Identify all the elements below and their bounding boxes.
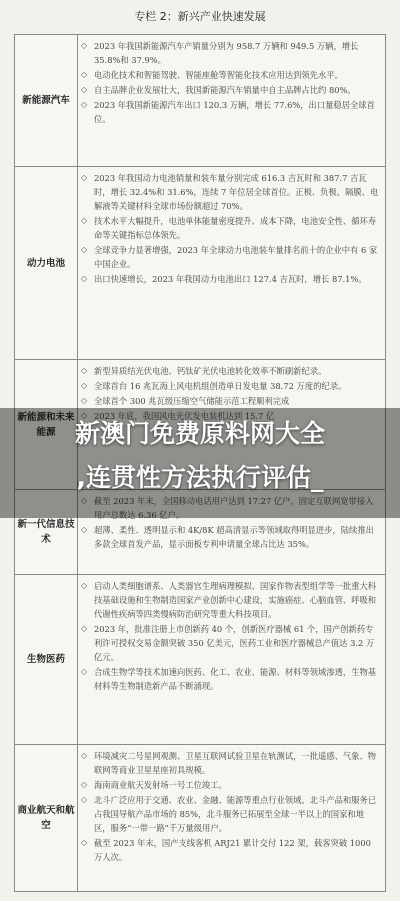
row-category: 新能源和未来能源 xyxy=(15,360,78,489)
item-text: 2023 年我国新能源汽车产销量分别为 958.7 万辆和 949.5 万辆，增长 35.8%和 37.9%。 xyxy=(94,41,359,65)
item-text: 合成生物学等技术加速向医药、化工、农业、能源、材料等领域渗透，生物基材料等生物制造新产品不断涌现。 xyxy=(94,667,377,691)
row-category: 新一代信息技术 xyxy=(15,490,78,574)
list-item xyxy=(81,364,379,378)
diamond-bullet-icon: ◇ xyxy=(81,667,88,676)
item-text: 全球首个 300 兆瓦级压缩空气储能示范工程顺利完成 xyxy=(94,396,290,406)
diamond-bullet-icon: ◇ xyxy=(81,396,88,405)
diamond-bullet-icon: ◇ xyxy=(81,624,88,633)
table-row xyxy=(15,745,385,891)
row-category: 生物医药 xyxy=(15,575,78,744)
diamond-bullet-icon: ◇ xyxy=(81,381,88,390)
diamond-bullet-icon: ◇ xyxy=(81,795,88,804)
list-item xyxy=(81,83,379,97)
list-item xyxy=(81,579,379,621)
list-item xyxy=(81,749,379,777)
item-text: 环境减灾二号星网观测、卫星互联网试验卫星在轨测试，一批遥感、气象、物联网等商业卫星星座初具规模。 xyxy=(94,751,377,775)
diamond-bullet-icon: ◇ xyxy=(81,85,88,94)
diamond-bullet-icon: ◇ xyxy=(81,366,88,375)
table-row xyxy=(15,35,385,167)
item-text: 截至 2023 年末，国产支线客机 ARJ21 累计交付 122 架，载客突破 1000 万人次。 xyxy=(94,838,371,862)
list-item xyxy=(81,622,379,664)
diamond-bullet-icon: ◇ xyxy=(81,70,88,79)
row-items xyxy=(81,749,379,865)
diamond-bullet-icon: ◇ xyxy=(81,411,88,420)
item-text: 2023 年我国新能源汽车出口 120.3 万辆，增长 77.6%，出口量稳居全球首位。 xyxy=(94,100,375,124)
row-items xyxy=(81,171,379,287)
table-row xyxy=(15,575,385,745)
list-item xyxy=(81,243,379,271)
diamond-bullet-icon: ◇ xyxy=(81,245,88,254)
item-text: 新型异质结光伏电池、钙钛矿光伏电池转化效率不断刷新纪录。 xyxy=(94,366,327,376)
item-text: 海南商业航天发射场一号工位竣工。 xyxy=(94,780,227,790)
item-text: 电动化技术和智能驾驶、智能座舱等智能化技术应用达到领先水平。 xyxy=(94,70,343,80)
row-items xyxy=(81,579,379,694)
list-item xyxy=(81,214,379,242)
diamond-bullet-icon: ◇ xyxy=(81,41,88,50)
list-item xyxy=(81,793,379,835)
diamond-bullet-icon: ◇ xyxy=(81,838,88,847)
item-text: 2023 年底，我国风电光伏发电装机达到 15.7 亿 xyxy=(94,411,275,421)
diamond-bullet-icon: ◇ xyxy=(81,581,88,590)
row-category: 商业航天和航空 xyxy=(15,745,78,891)
list-item xyxy=(81,379,379,393)
item-text: 技术水平大幅提升，电池单体能量密度提升、成本下降，电池安全性、循环寿命等关键指标总体领先。 xyxy=(94,216,377,240)
row-category: 动力电池 xyxy=(15,167,78,359)
diamond-bullet-icon: ◇ xyxy=(81,496,88,505)
item-text: 启动人类细胞谱系、人类器官生理病理模拟、国家作物表型组学等一批重大科技基础设施和生物制造国家产业创新中心建设，实施癌症、心脑血管、呼吸和代谢性疾病等四类慢病防治研究等重大科技项目。 xyxy=(94,581,377,619)
item-text: 2023 年，批准注册上市创新药 40 个，创新医疗器械 61 个，国产创新药专利许可授权交易金额突破 350 亿美元，医药工业和医疗器械总产值达 3.2 万亿元。 xyxy=(94,624,375,662)
item-text: 全球竞争力显著增强，2023 年全球动力电池装车量排名前十的企业中有 6 家中国企业。 xyxy=(94,245,378,269)
row-items xyxy=(81,39,379,127)
list-item xyxy=(81,171,379,213)
list-item xyxy=(81,39,379,67)
table-row xyxy=(15,167,385,360)
item-text: 自主品牌企业发展壮大，我国新能源汽车销量中自主品牌占比约 80%。 xyxy=(94,85,356,95)
diamond-bullet-icon: ◇ xyxy=(81,173,88,182)
item-text: 2023 年我国动力电池销量和装车量分别完成 616.3 吉瓦时和 387.7 吉瓦时，增长 32.4%和 31.6%，连续 7 年位居全球首位。正极、负极、隔膜、电解液等关键材料全球市场份额超过 70%。 xyxy=(94,173,379,211)
headline-line-1: 新澳门免费原料网大全 xyxy=(74,419,325,448)
item-text: 超薄、柔性、透明显示和 4K/8K 超高清显示等领域取得明显进步，陆续推出多款全球首发产品，显示面板专利申请量全球占比达 35%。 xyxy=(94,525,374,549)
diamond-bullet-icon: ◇ xyxy=(81,100,88,109)
diamond-bullet-icon: ◇ xyxy=(81,216,88,225)
list-item xyxy=(81,394,379,408)
list-item xyxy=(81,272,379,286)
table-title: 专栏 2：新兴产业快速发展 xyxy=(134,10,266,23)
headline-line-2: ,连贯性方法执行评估_ xyxy=(76,463,324,492)
diamond-bullet-icon: ◇ xyxy=(81,751,88,760)
diamond-bullet-icon: ◇ xyxy=(81,274,88,283)
item-text: 北斗广泛应用于交通、农业、金融、能源等重点行业领域。北斗产品和服务已占我国导航产品市场的 85%，北斗服务已拓展至全球一半以上的国家和地区，服务“一带一路”千万量级用户。 xyxy=(94,795,377,833)
row-category: 新能源汽车 xyxy=(15,35,78,166)
item-text: 全球首台 16 兆瓦海上风电机组创造单日发电量 38.72 万度的纪录。 xyxy=(94,381,347,391)
diamond-bullet-icon: ◇ xyxy=(81,525,88,534)
list-item xyxy=(81,523,379,551)
item-text: 截至 2023 年末，全国移动电话用户达到 17.27 亿户，固定互联网宽带接入用户总数达 6.36 亿户。 xyxy=(94,496,374,520)
list-item xyxy=(81,665,379,693)
list-item xyxy=(81,778,379,792)
list-item xyxy=(81,98,379,126)
list-item xyxy=(81,836,379,864)
item-text: 出口快速增长，2023 年我国动力电池出口 127.4 吉瓦时，增长 87.1%。 xyxy=(94,274,367,284)
diamond-bullet-icon: ◇ xyxy=(81,780,88,789)
list-item xyxy=(81,68,379,82)
